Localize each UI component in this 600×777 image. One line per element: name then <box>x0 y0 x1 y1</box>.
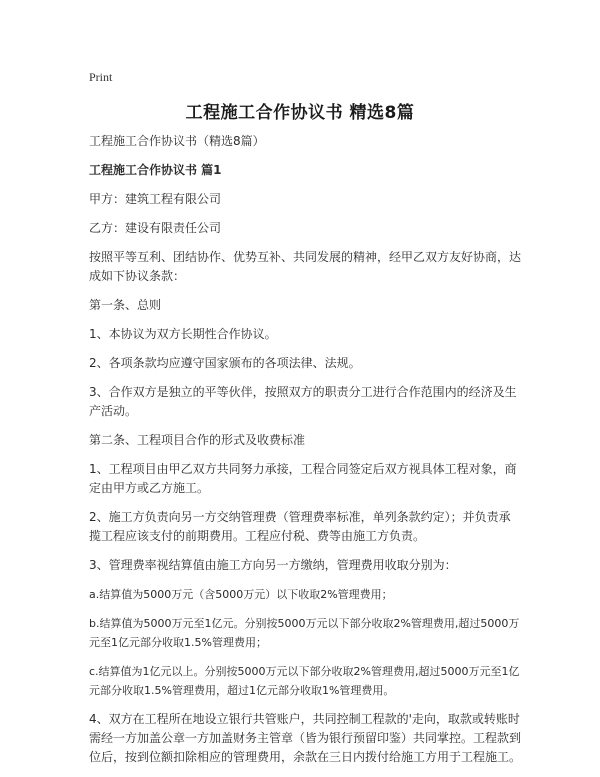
paragraph: c.结算值为1亿元以上。分别按5000万元以下部分收取2%管理费用,超过5000万元至1亿元部分收取1.5%管理费用，超过1亿元部分收取1%管理费用。 <box>89 665 520 697</box>
paragraph: a.结算值为5000万元（含5000万元）以下收取2%管理费用； <box>89 588 393 601</box>
paragraph: 4、双方在工程所在地设立银行共管账户，共同控制工程款的'走向，取款或转账时需经一方加盖公章一方加盖财务主管章（皆为银行预留印鉴）共同掌控。工程款到位后，按到位额扣除相应的管理费用，余款在三日内拨付给施工方用于工程施工。 <box>89 712 522 764</box>
paragraph: b.结算值为5000万元至1亿元。分别按5000万元以下部分收取2%管理费用,超过5000万元至1亿元部分收取1.5%管理费用； <box>89 617 520 649</box>
paragraph: 2、施工方负责向另一方交纳管理费（管理费率标准，单列条款约定）；并负责承揽工程应该支付的前期费用。工程应付税、费等由施工方负责。 <box>89 510 511 543</box>
paragraph: 1、工程项目由甲乙双方共同努力承接，工程合同签定后双方视具体工程对象，商定由甲方或乙方施工。 <box>89 462 517 495</box>
paragraph: 2、各项条款均应遵守国家颁布的各项法律、法规。 <box>89 356 361 370</box>
document-body <box>89 132 521 777</box>
paragraph: 工程施工合作协议书（精选8篇） <box>89 134 265 148</box>
paragraph: 3、管理费率视结算值由施工方向另一方缴纳，管理费用收取分别为： <box>89 558 457 572</box>
paragraph: 第二条、工程项目合作的形式及收费标准 <box>89 433 306 447</box>
paragraph: 第一条、总则 <box>89 298 162 312</box>
paragraph: 按照平等互利、团结协作、优势互补、共同发展的精神，经甲乙双方友好协商，达成如下协议条款： <box>89 250 522 283</box>
paragraph: 1、本协议为双方长期性合作协议。 <box>89 327 277 341</box>
section-heading: 工程施工合作协议书 篇1 <box>89 163 222 177</box>
paragraph: 3、合作双方是独立的平等伙伴，按照双方的职责分工进行合作范围内的经济及生产活动。 <box>89 385 517 418</box>
paragraph: 甲方：建筑工程有限公司 <box>89 192 222 206</box>
print-link[interactable]: Print <box>89 70 113 84</box>
paragraph: 乙方：建设有限责任公司 <box>89 221 222 235</box>
document-title: 工程施工合作协议书 精选8篇 <box>185 103 415 123</box>
